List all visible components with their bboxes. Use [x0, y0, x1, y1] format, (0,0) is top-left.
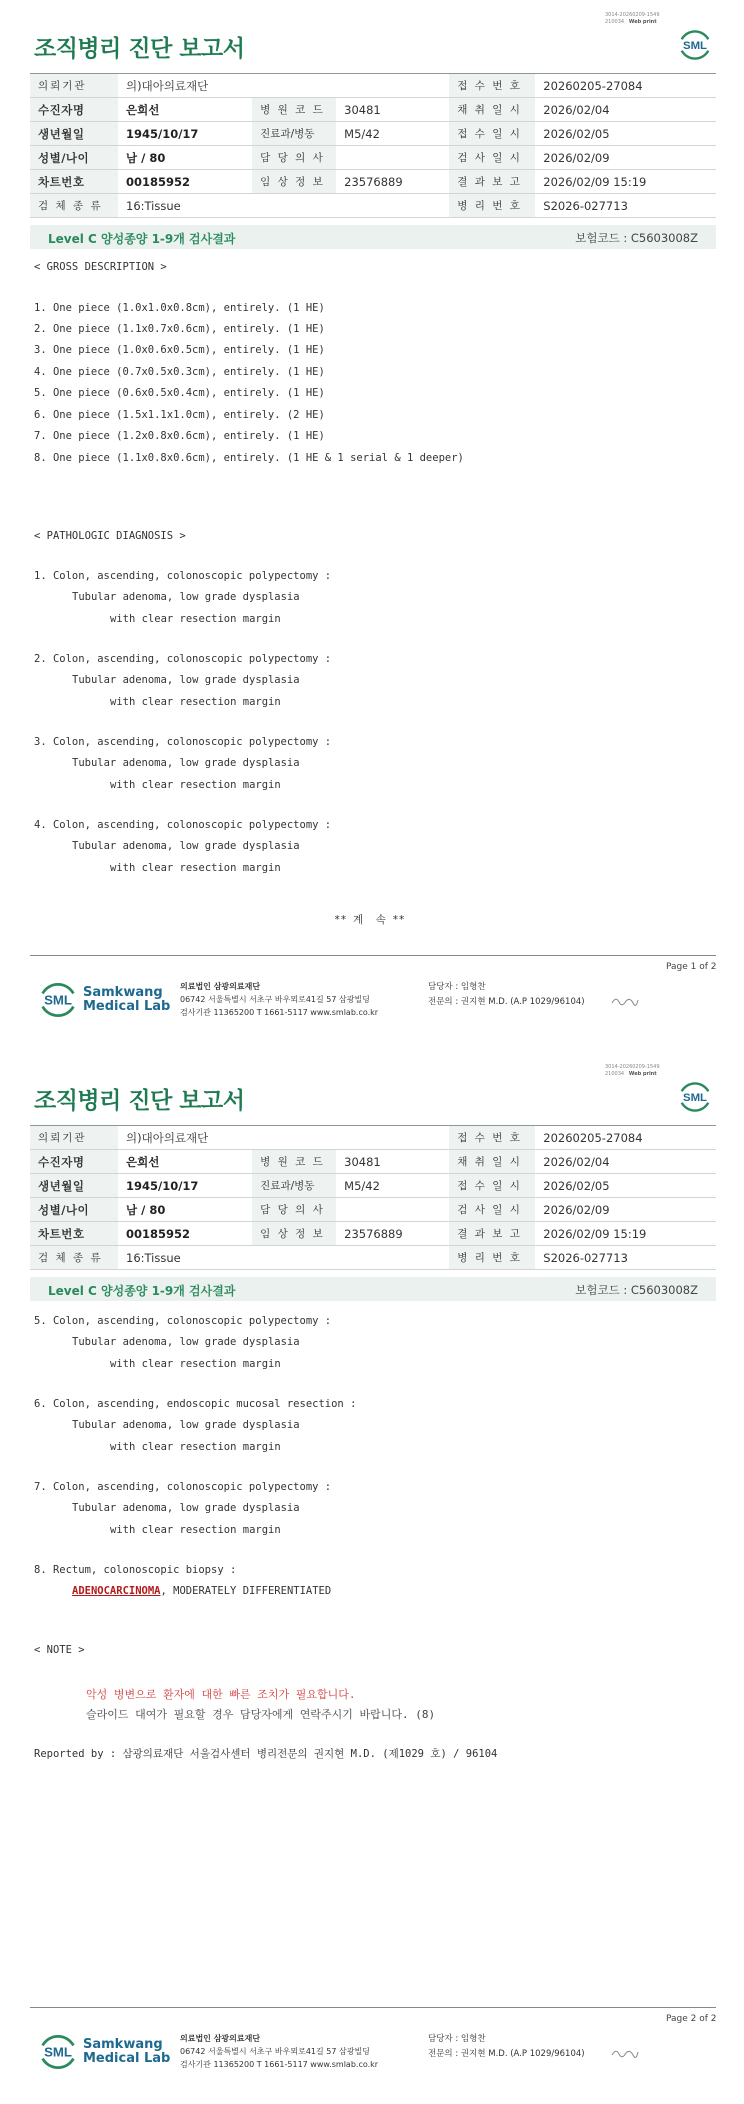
- samkwang-logo-icon: [36, 978, 80, 1022]
- diagnosis-finding-malignant: ADENOCARCINOMA, MODERATELY DIFFERENTIATED: [72, 1585, 332, 1597]
- hospital-code-label: 병 원 코 드: [252, 98, 336, 122]
- diagnosis-site: 4. Colon, ascending, colonoscopic polypectomy :: [34, 819, 332, 831]
- diagnosis-finding: Tubular adenoma, low grade dysplasia: [72, 757, 300, 769]
- receipt-no-value: 20260205-27084: [535, 1126, 716, 1150]
- gross-item: 5. One piece (0.6x0.5x0.4cm), entirely. (1 HE): [34, 387, 325, 399]
- patient-info-table: [30, 73, 716, 218]
- report-title: 조직병리 진단 보고서: [34, 36, 245, 62]
- diagnosis-margin: with clear resection margin: [110, 1441, 281, 1453]
- institution-label: 의뢰기관: [30, 1126, 118, 1150]
- diagnosis-margin: with clear resection margin: [110, 1358, 281, 1370]
- clinical-value: 23576889: [336, 170, 449, 194]
- dob-label: 생년월일: [30, 1174, 118, 1198]
- chart-value: 00185952: [118, 1222, 252, 1246]
- clinical-value: 23576889: [336, 1222, 449, 1246]
- level-title: Level C 양성종양 1-9개 검사결과: [48, 232, 236, 246]
- diagnosis-finding: Tubular adenoma, low grade dysplasia: [72, 1336, 300, 1348]
- diagnosis-site: 1. Colon, ascending, colonoscopic polypectomy :: [34, 570, 332, 582]
- diagnosis-margin: with clear resection margin: [110, 862, 281, 874]
- specimen-value: 16:Tissue: [118, 194, 449, 218]
- signature-icon: [610, 2046, 640, 2060]
- dob-label: 생년월일: [30, 122, 118, 146]
- name-label: 수진자명: [30, 1150, 118, 1174]
- patient-info-table: [30, 1125, 716, 1270]
- footer-org-info: 의료법인 삼광의료재단 06742 서울특별시 서초구 바우뫼로41길 57 삼광빌딩 검사기관 11365200 T 1661-5117 www.smlab.co.kr: [180, 2034, 379, 2069]
- level-bar: [30, 225, 716, 249]
- report-page-2: [0, 1052, 744, 2104]
- path-no-label: 병 리 번 호: [449, 1246, 535, 1270]
- collection-date-value: 2026/02/04: [535, 98, 716, 122]
- diagnosis-site: 5. Colon, ascending, colonoscopic polypectomy :: [34, 1315, 332, 1327]
- footer-brand: Samkwang Medical Lab: [83, 2037, 171, 2066]
- receipt-date-value: 2026/02/05: [535, 122, 716, 146]
- gross-item: 3. One piece (1.0x0.6x0.5cm), entirely. (1 HE): [34, 344, 325, 356]
- dept-value: M5/42: [336, 1174, 449, 1198]
- insurance-code: 보험코드 : C5603008Z: [575, 231, 698, 245]
- dob-value: 1945/10/17: [118, 1174, 252, 1198]
- diagnosis-finding: Tubular adenoma, low grade dysplasia: [72, 674, 300, 686]
- gross-item: 4. One piece (0.7x0.5x0.3cm), entirely. (1 HE): [34, 366, 325, 378]
- svg-text:SML: SML: [44, 992, 72, 1008]
- note-slide-request: 슬라이드 대여가 필요할 경우 담당자에게 연락주시기 바랍니다. (8): [86, 1708, 436, 1721]
- dob-value: 1945/10/17: [118, 122, 252, 146]
- diagnosis-margin: with clear resection margin: [110, 1524, 281, 1536]
- footer-staff-info: 담당자 : 임형찬 전문의 : 권지현 M.D. (A.P 1029/96104): [428, 2034, 585, 2059]
- receipt-no-value: 20260205-27084: [535, 74, 716, 98]
- result-date-value: 2026/02/09 15:19: [535, 170, 716, 194]
- clinical-label: 임 상 정 보: [252, 1222, 336, 1246]
- svg-text:SML: SML: [44, 2044, 72, 2060]
- footer-staff-info: 담당자 : 임형찬 전문의 : 권지현 M.D. (A.P 1029/96104): [428, 982, 585, 1007]
- diagnosis-site: 7. Colon, ascending, colonoscopic polypectomy :: [34, 1481, 332, 1493]
- path-no-value: S2026-027713: [535, 194, 716, 218]
- dept-value: M5/42: [336, 122, 449, 146]
- name-value: 은희선: [118, 1150, 252, 1174]
- institution-label: 의뢰기관: [30, 74, 118, 98]
- doctor-label: 담 당 의 사: [252, 146, 336, 170]
- samkwang-logo-icon: [36, 2030, 80, 2074]
- hospital-code-label: 병 원 코 드: [252, 1150, 336, 1174]
- svg-text:SML: SML: [682, 1091, 708, 1104]
- gross-item: 6. One piece (1.5x1.1x1.0cm), entirely. (2 HE): [34, 409, 325, 421]
- gross-heading: < GROSS DESCRIPTION >: [34, 261, 167, 273]
- exam-date-label: 검 사 일 시: [449, 1198, 535, 1222]
- diagnosis-finding: Tubular adenoma, low grade dysplasia: [72, 840, 300, 852]
- print-code: 3014-20260209-1549 210034 Web print: [605, 1064, 660, 1077]
- continued-marker: ** 계 속 **: [334, 914, 405, 926]
- diagnosis-site: 8. Rectum, colonoscopic biopsy :: [34, 1564, 237, 1576]
- diagnosis-site: 3. Colon, ascending, colonoscopic polypectomy :: [34, 736, 332, 748]
- collection-date-label: 채 취 일 시: [449, 1150, 535, 1174]
- exam-date-value: 2026/02/09: [535, 146, 716, 170]
- malignancy-highlight: ADENOCARCINOMA: [72, 1585, 161, 1597]
- page-number: Page 1 of 2: [666, 962, 717, 972]
- specimen-label: 검 체 종 류: [30, 1246, 118, 1270]
- name-value: 은희선: [118, 98, 252, 122]
- doctor-label: 담 당 의 사: [252, 1198, 336, 1222]
- level-title: Level C 양성종양 1-9개 검사결과: [48, 1284, 236, 1298]
- exam-date-value: 2026/02/09: [535, 1198, 716, 1222]
- dept-label: 진료과/병동: [252, 122, 336, 146]
- footer-brand: Samkwang Medical Lab: [83, 985, 171, 1014]
- insurance-code: 보험코드 : C5603008Z: [575, 1283, 698, 1297]
- diagnosis-heading: < PATHOLOGIC DIAGNOSIS >: [34, 530, 186, 542]
- diagnosis-site: 6. Colon, ascending, endoscopic mucosal resection :: [34, 1398, 357, 1410]
- dept-label: 진료과/병동: [252, 1174, 336, 1198]
- gross-item: 2. One piece (1.1x0.7x0.6cm), entirely. (1 HE): [34, 323, 325, 335]
- sex-age-value: 남 / 80: [118, 146, 252, 170]
- gross-item: 7. One piece (1.2x0.8x0.6cm), entirely. (1 HE): [34, 430, 325, 442]
- gross-item: 8. One piece (1.1x0.8x0.6cm), entirely. (1 HE & 1 serial & 1 deeper): [34, 452, 464, 464]
- diagnosis-site: 2. Colon, ascending, colonoscopic polypectomy :: [34, 653, 332, 665]
- chart-value: 00185952: [118, 170, 252, 194]
- print-code: 3014-20260209-1549 210034 Web print: [605, 12, 660, 25]
- footer-org-info: 의료법인 삼광의료재단 06742 서울특별시 서초구 바우뫼로41길 57 삼광빌딩 검사기관 11365200 T 1661-5117 www.smlab.co.kr: [180, 982, 379, 1017]
- report-title: 조직병리 진단 보고서: [34, 1088, 245, 1114]
- svg-text:SML: SML: [682, 39, 708, 52]
- hospital-code-value: 30481: [336, 1150, 449, 1174]
- institution-value: 의)대아의료재단: [118, 74, 449, 98]
- note-heading: < NOTE >: [34, 1644, 85, 1656]
- sml-logo-icon: [676, 1078, 714, 1116]
- clinical-label: 임 상 정 보: [252, 170, 336, 194]
- name-label: 수진자명: [30, 98, 118, 122]
- exam-date-label: 검 사 일 시: [449, 146, 535, 170]
- sex-age-value: 남 / 80: [118, 1198, 252, 1222]
- receipt-no-label: 접 수 번 호: [449, 74, 535, 98]
- page-number: Page 2 of 2: [666, 2014, 717, 2024]
- specimen-value: 16:Tissue: [118, 1246, 449, 1270]
- doctor-value: [336, 1198, 449, 1222]
- collection-date-value: 2026/02/04: [535, 1150, 716, 1174]
- hospital-code-value: 30481: [336, 98, 449, 122]
- reported-by: Reported by : 삼광의료재단 서울검사센터 병리전문의 권지현 M.D. (제1029 호) / 96104: [34, 1748, 498, 1760]
- level-bar: [30, 1277, 716, 1301]
- note-alert: 악성 병변으로 환자에 대한 빠른 조치가 필요합니다.: [86, 1688, 356, 1701]
- footer-divider: [30, 955, 716, 956]
- diagnosis-margin: with clear resection margin: [110, 613, 281, 625]
- collection-date-label: 채 취 일 시: [449, 98, 535, 122]
- diagnosis-finding: Tubular adenoma, low grade dysplasia: [72, 1419, 300, 1431]
- receipt-date-value: 2026/02/05: [535, 1174, 716, 1198]
- sex-age-label: 성별/나이: [30, 1198, 118, 1222]
- footer-divider: [30, 2007, 716, 2008]
- sex-age-label: 성별/나이: [30, 146, 118, 170]
- diagnosis-finding: Tubular adenoma, low grade dysplasia: [72, 1502, 300, 1514]
- receipt-date-label: 접 수 일 시: [449, 122, 535, 146]
- path-no-label: 병 리 번 호: [449, 194, 535, 218]
- receipt-no-label: 접 수 번 호: [449, 1126, 535, 1150]
- gross-item: 1. One piece (1.0x1.0x0.8cm), entirely. (1 HE): [34, 302, 325, 314]
- result-date-value: 2026/02/09 15:19: [535, 1222, 716, 1246]
- diagnosis-margin: with clear resection margin: [110, 779, 281, 791]
- specimen-label: 검 체 종 류: [30, 194, 118, 218]
- diagnosis-margin: with clear resection margin: [110, 696, 281, 708]
- chart-label: 차트번호: [30, 1222, 118, 1246]
- result-date-label: 결 과 보 고: [449, 1222, 535, 1246]
- diagnosis-finding: Tubular adenoma, low grade dysplasia: [72, 591, 300, 603]
- chart-label: 차트번호: [30, 170, 118, 194]
- path-no-value: S2026-027713: [535, 1246, 716, 1270]
- doctor-value: [336, 146, 449, 170]
- institution-value: 의)대아의료재단: [118, 1126, 449, 1150]
- result-date-label: 결 과 보 고: [449, 170, 535, 194]
- signature-icon: [610, 994, 640, 1008]
- sml-logo-icon: [676, 26, 714, 64]
- receipt-date-label: 접 수 일 시: [449, 1174, 535, 1198]
